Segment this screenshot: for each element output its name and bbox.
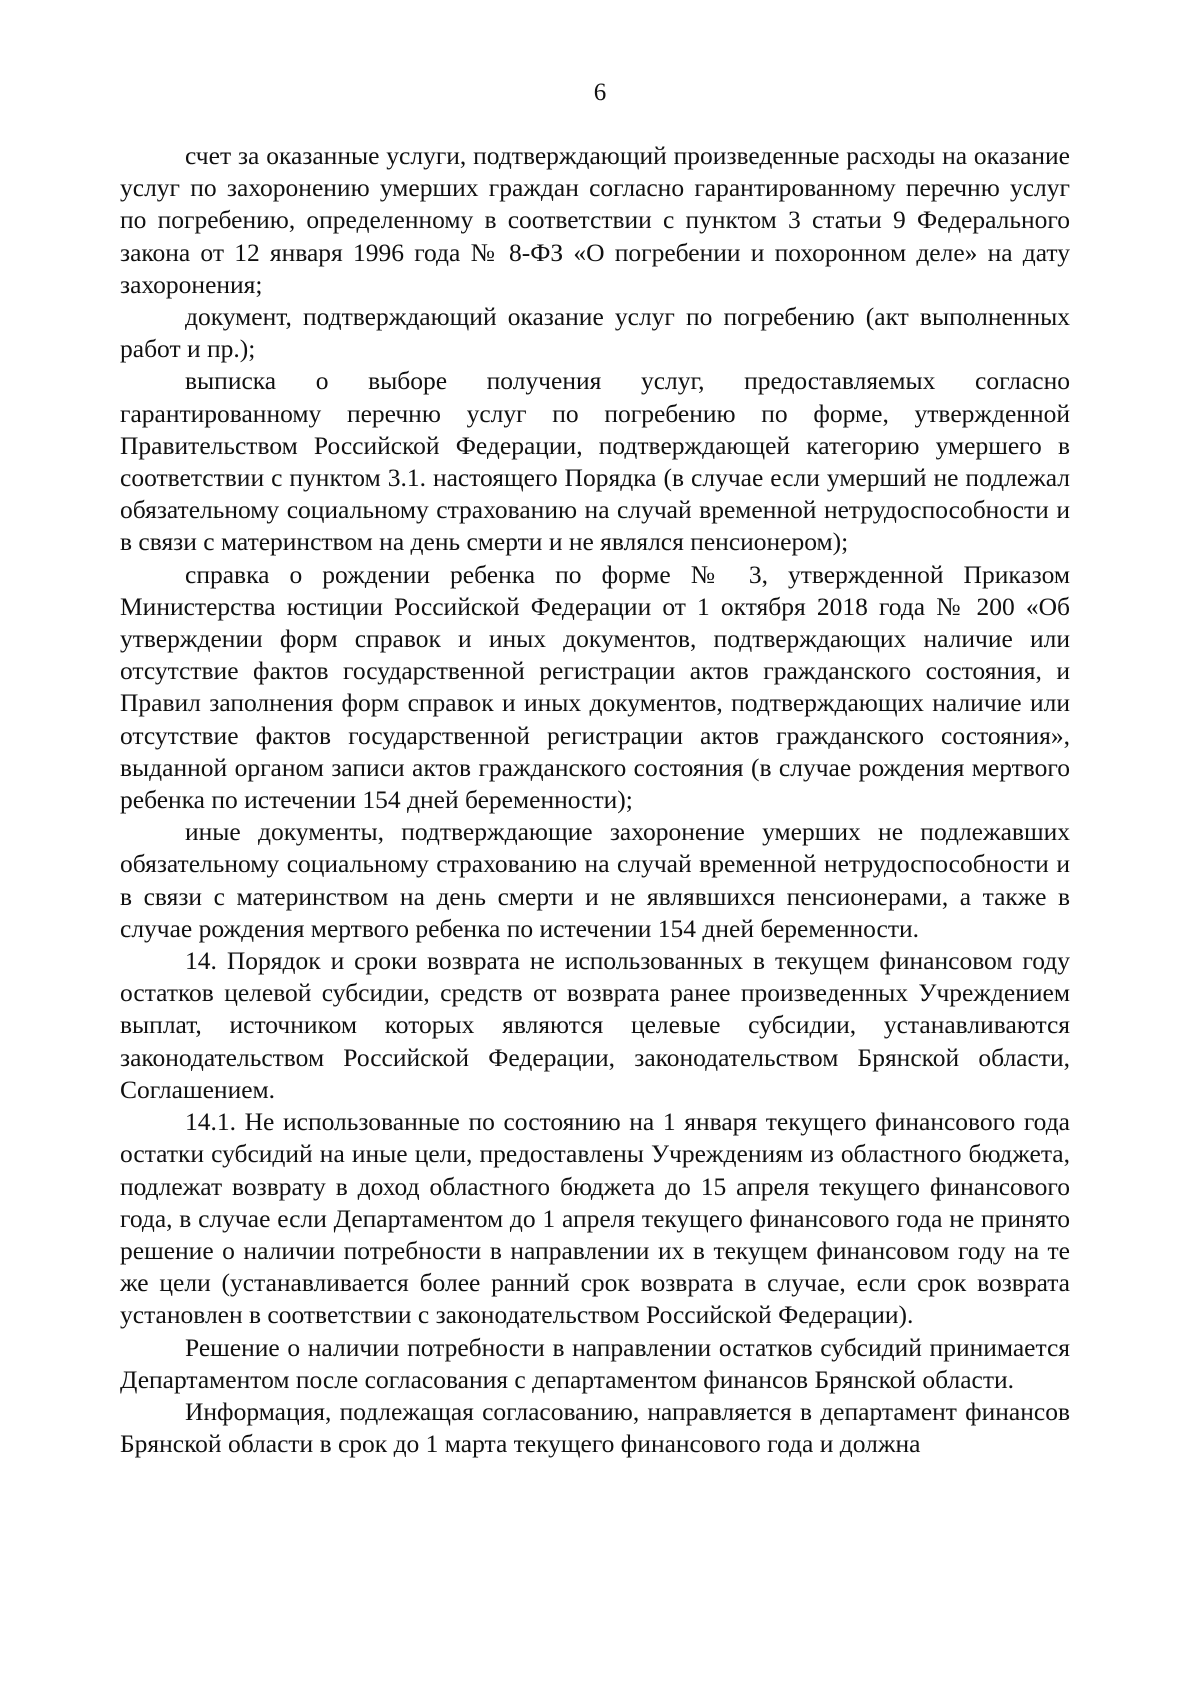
- document-body: [120, 140, 1070, 1460]
- paragraph-birth-certificate: справка о рождении ребенка по форме № 3, утвержденной Приказом Министерства юстиции Российской Федерации от 1 октября 2018 года № 200 «Об утверждении форм справок и иных документов, подтверждающих наличие или отсутствие фактов государственной регистрации актов гражданского состояния, и Правил заполнения форм справок и иных документов, подтверждающих наличие или отсутствие фактов государственной регистрации актов гражданского состояния», выданной органом записи актов гражданского состояния (в случае рождения мертвого ребенка по истечении 154 дней беременности);: [120, 559, 1070, 815]
- paragraph-section-14-1: 14.1. Не использованные по состоянию на 1 января текущего финансового года остатки субсидий на иные цели, предоставлены Учреждениям из областного бюджета, подлежат возврату в доход областного бюджета до 15 апреля текущего финансового года, в случае если Департаментом до 1 апреля текущего финансового года не принято решение о наличии потребности в направлении их в текущем финансовом году на те же цели (устанавливается более ранний срок возврата в случае, если срок возврата установлен в соответствии с законодательством Российской Федерации).: [120, 1107, 1070, 1330]
- paragraph-information: Информация, подлежащая согласованию, направляется в департамент финансов Брянской области в срок до 1 марта текущего финансового года и должна: [120, 1396, 1070, 1459]
- paragraph-section-14: 14. Порядок и сроки возврата не использованных в текущем финансовом году остатков целевой субсидии, средств от возврата ранее произведенных Учреждением выплат, источником которых являются целевые субсидии, устанавливаются законодательством Российской Федерации, законодательством Брянской области, Соглашением.: [120, 946, 1070, 1104]
- paragraph-invoice: счет за оказанные услуги, подтверждающий произведенные расходы на оказание услуг по захоронению умерших граждан согласно гарантированному перечню услуг по погребению, определенному в соответствии с пунктом 3 статьи 9 Федерального закона от 12 января 1996 года № 8-ФЗ «О погребении и похоронном деле» на дату захоронения;: [120, 141, 1070, 299]
- paragraph-other-documents: иные документы, подтверждающие захоронение умерших не подлежавших обязательному социальному страхованию на случай временной нетрудоспособности и в связи с материнством на день смерти и не являвшихся пенсионерами, а также в случае рождения мертвого ребенка по истечении 154 дней беременности.: [120, 817, 1070, 943]
- paragraph-service-document: документ, подтверждающий оказание услуг по погребению (акт выполненных работ и пр.);: [120, 302, 1070, 364]
- page-number: 6: [593, 79, 607, 106]
- paragraph-extract: выписка о выборе получения услуг, предоставляемых согласно гарантированному перечню услуг по погребению по форме, утвержденной Правительством Российской Федерации, подтверждающей категорию умершего в соответствии с пунктом 3.1. настоящего Порядка (в случае если умерший не подлежал обязательному социальному страхованию на случай временной нетрудоспособности и в связи с материнством на день смерти и не являлся пенсионером);: [120, 366, 1070, 557]
- paragraph-decision: Решение о наличии потребности в направлении остатков субсидий принимается Департаментом после согласования с департаментом финансов Брянской области.: [120, 1332, 1070, 1394]
